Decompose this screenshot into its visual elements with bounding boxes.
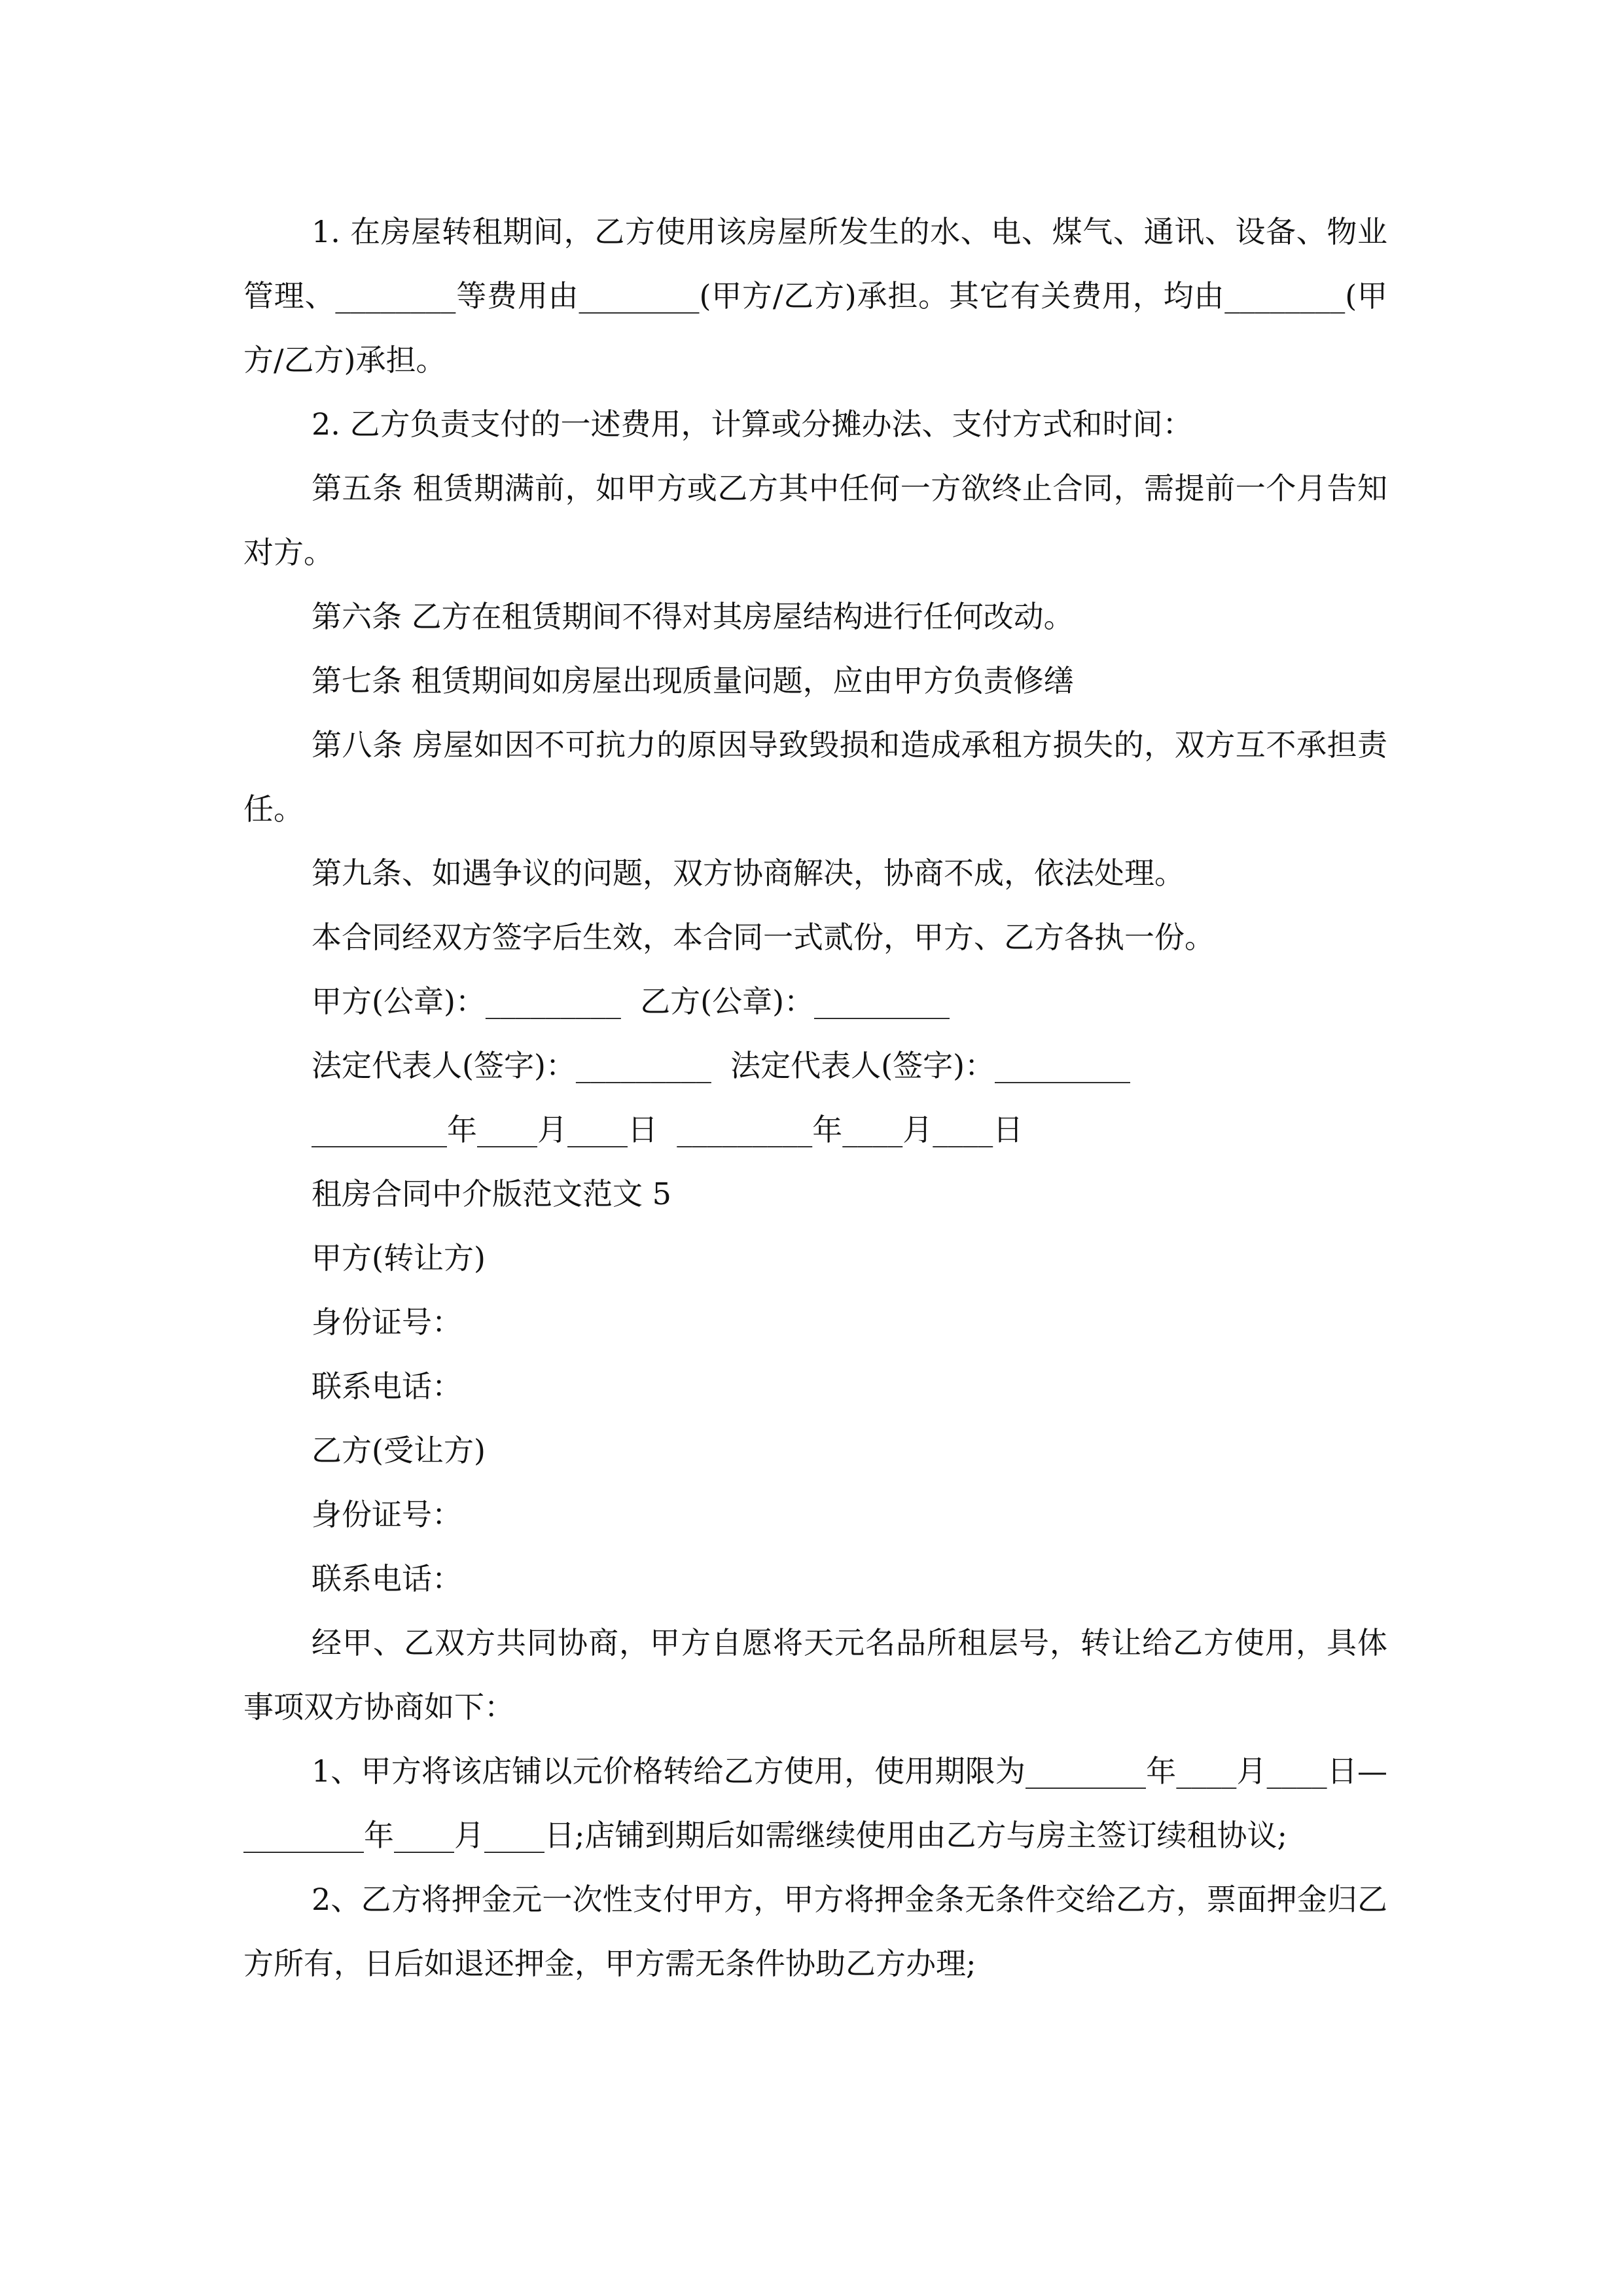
- party-a-phone: 联系电话：: [312, 1369, 462, 1404]
- clause-fees-1: 1. 在房屋转租期间，乙方使用该房屋所发生的水、电、煤气、通讯、设备、物业管理、________等费用由________(甲方/乙方)承担。其它有关费用，均由________(甲方/乙方)承担。: [243, 214, 1387, 378]
- article-9: 第九条、如遇争议的问题，双方协商解决，协商不成，依法处理。: [312, 855, 1185, 891]
- transfer-clause-2: 2、乙方将押金元一次性支付甲方，甲方将押金条无条件交给乙方，票面押金归乙方所有，日后如退还押金，甲方需无条件协助乙方办理;: [243, 1882, 1387, 1981]
- party-a-label: 甲方(转让方): [312, 1240, 486, 1276]
- document-body: [243, 200, 1387, 1996]
- transfer-clause-1: 1、甲方将该店铺以元价格转给乙方使用，使用期限为________年____月____日—________年____月____日;店铺到期后如需继续使用由乙方与房主签订续租协议;: [243, 1753, 1387, 1853]
- party-b-id: 身份证号：: [312, 1497, 462, 1532]
- article-6: 第六条 乙方在租赁期间不得对其房屋结构进行任何改动。: [312, 599, 1074, 634]
- party-a-id: 身份证号：: [312, 1304, 462, 1340]
- article-8: 第八条 房屋如因不可抗力的原因导致毁损和造成承租方损失的，双方互不承担责任。: [243, 727, 1387, 827]
- party-b-phone: 联系电话：: [312, 1561, 462, 1596]
- party-b-label: 乙方(受让方): [312, 1433, 486, 1468]
- clause-fees-2: 2. 乙方负责支付的一述费用，计算或分摊办法、支付方式和时间：: [312, 406, 1193, 442]
- date-line: _________年____月____日 _________年____月____日: [312, 1112, 1024, 1147]
- signature-line: 法定代表人(签字)：_________ 法定代表人(签字)：_________: [312, 1048, 1131, 1083]
- article-5: 第五条 租赁期满前，如甲方或乙方其中任何一方欲终止合同，需提前一个月告知对方。: [243, 471, 1387, 570]
- article-7: 第七条 租赁期间如房屋出现质量问题，应由甲方负责修缮: [312, 663, 1074, 698]
- seal-line: 甲方(公章)：_________ 乙方(公章)：_________: [312, 984, 950, 1019]
- agreement-intro: 经甲、乙双方共同协商，甲方自愿将天元名品所租层号，转让给乙方使用，具体事项双方协商如下：: [243, 1625, 1387, 1725]
- section-heading: 租房合同中介版范文范文 5: [312, 1176, 671, 1211]
- effectiveness-clause: 本合同经双方签字后生效，本合同一式贰份，甲方、乙方各执一份。: [312, 920, 1215, 955]
